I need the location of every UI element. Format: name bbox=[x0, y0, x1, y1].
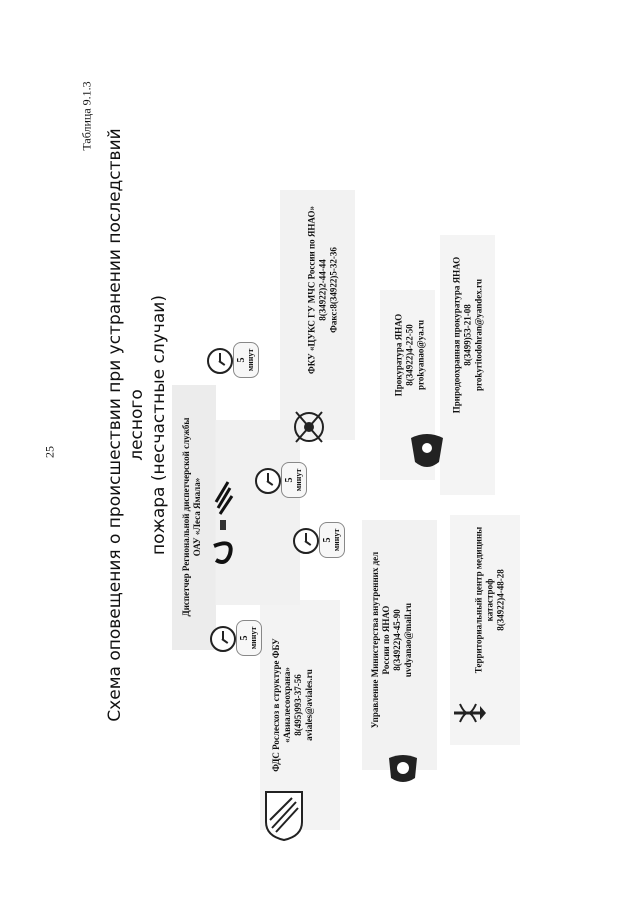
mvd-email: uvdyanao@mail.ru bbox=[403, 602, 413, 678]
timer-5min-center bbox=[255, 462, 305, 496]
clock-icon bbox=[210, 626, 236, 652]
medicine-phone: 8(34922)4-48-28 bbox=[495, 569, 506, 631]
table-reference: Таблица 9.1.3 bbox=[79, 81, 94, 151]
timer-unit: минут bbox=[294, 468, 303, 492]
dispatcher-block bbox=[181, 418, 203, 617]
page-number: 25 bbox=[42, 446, 57, 458]
mchs-emblem bbox=[286, 402, 332, 452]
timer-value: 5 bbox=[284, 477, 295, 483]
fds-line-2: «Авиалесоохрана» bbox=[282, 667, 292, 743]
nature-prosecutor-block bbox=[452, 257, 485, 413]
diagram-title bbox=[104, 95, 170, 755]
medicine-line-1: Территориальный центр медицины bbox=[473, 526, 484, 674]
dispatcher-line-2: ОАУ «Леса Ямала» bbox=[192, 477, 202, 557]
dispatcher-line-1: Диспетчер Региональной диспетчерской службы bbox=[181, 417, 191, 617]
mchs-fax: Факс:8(34922)5-32-36 bbox=[328, 247, 339, 333]
medicine-block bbox=[474, 527, 507, 673]
title-line-1: Схема оповещения о происшествии при устранении последствий лесного bbox=[105, 128, 147, 722]
mvd-emblem bbox=[385, 752, 421, 786]
timer-unit: минут bbox=[249, 626, 258, 650]
nature-prosecutor-line-1: Природоохранная прокуратура ЯНАО bbox=[451, 256, 462, 414]
mvd-phone: 8(34922)4-45-90 bbox=[392, 609, 402, 671]
clock-icon bbox=[207, 348, 233, 374]
prosecutor-line-1: Прокуратура ЯНАО bbox=[393, 313, 404, 397]
mchs-line-1: ФКУ «ЦУКС ГУ МЧС России по ЯНАО» bbox=[306, 206, 317, 374]
timer-5min-fds bbox=[210, 620, 260, 654]
prosecutor-emblem bbox=[405, 428, 449, 474]
timer-unit: минут bbox=[246, 348, 255, 372]
fds-block bbox=[271, 638, 315, 771]
fds-email: aviales@aviales.ru bbox=[304, 669, 314, 741]
prosecutor-email: prokyanao@ya.ru bbox=[415, 320, 426, 390]
prosecutor-phone: 8(34922)4-22-50 bbox=[404, 324, 415, 386]
mvd-block bbox=[370, 552, 414, 728]
mvd-line-1: Управление Министерства внутренних дел bbox=[370, 551, 380, 729]
timer-5min-mvd bbox=[293, 522, 343, 556]
lesa-yamala-logo bbox=[208, 468, 240, 568]
fds-phone: 8(495)993-37-56 bbox=[293, 674, 303, 736]
mchs-phone: 8(34922)2-44-44 bbox=[317, 259, 328, 321]
nature-prosecutor-phone: 8(3499)53-21-08 bbox=[462, 304, 473, 366]
timer-value: 5 bbox=[236, 357, 247, 363]
mvd-line-2: России по ЯНАО bbox=[381, 605, 391, 675]
fds-line-1: ФДС Рослесхоз в структуре ФБУ bbox=[271, 638, 281, 772]
clock-icon bbox=[293, 528, 319, 554]
mchs-block bbox=[307, 206, 340, 374]
title-line-2: пожара (несчастные случаи) bbox=[149, 295, 169, 555]
timer-value: 5 bbox=[322, 537, 333, 543]
prosecutor-block bbox=[394, 314, 427, 396]
medicine-line-2: катастроф bbox=[484, 578, 495, 622]
nature-prosecutor-email: prokyritodohran@yandex.ru bbox=[473, 279, 484, 391]
rosleskhoz-emblem bbox=[262, 788, 306, 842]
timer-5min-mchs bbox=[207, 342, 257, 376]
timer-unit: минут bbox=[332, 528, 341, 552]
timer-value: 5 bbox=[239, 635, 250, 641]
caduceus-emblem bbox=[450, 690, 486, 736]
clock-icon bbox=[255, 468, 281, 494]
